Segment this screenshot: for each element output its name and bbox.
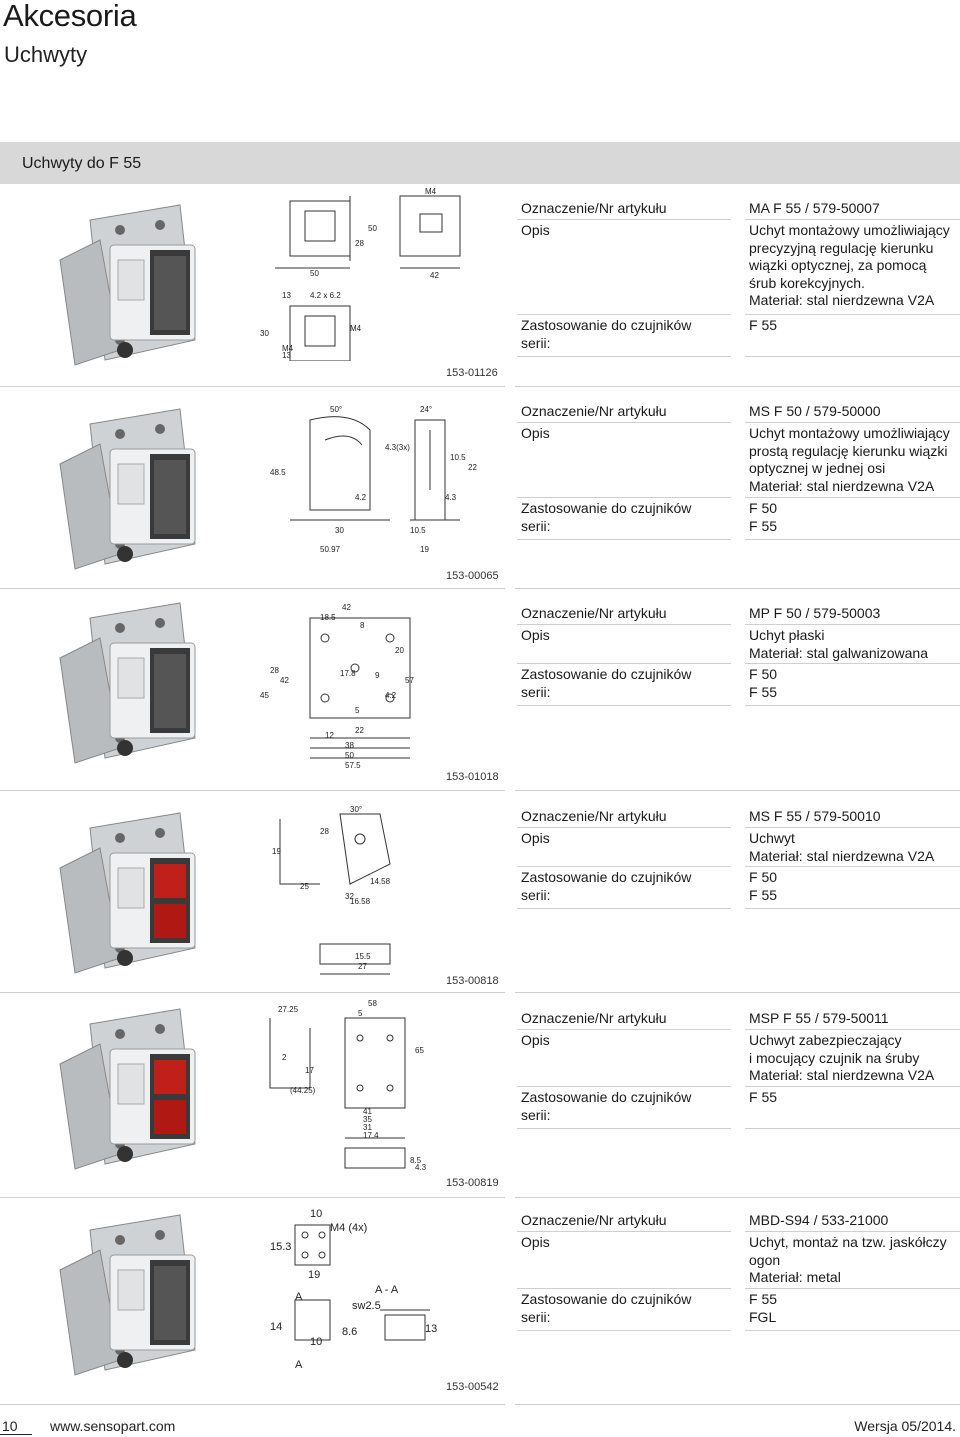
spec-separator	[745, 1029, 960, 1030]
dimension-label: M4	[350, 324, 362, 333]
dimension-label: 15.3	[270, 1241, 292, 1253]
spec-label: Zastosowanie do czujników	[521, 1089, 692, 1105]
dimension-label: 30°	[350, 805, 363, 814]
drawing-code: 153-00065	[446, 570, 499, 582]
section-title: Uchwyty do F 55	[22, 155, 142, 172]
spec-label: Zastosowanie do czujników	[521, 1291, 692, 1307]
drawing-code: 153-00819	[446, 1177, 499, 1189]
dimension-label: A - A	[375, 1284, 399, 1296]
spec-label: Opis	[521, 1032, 550, 1048]
dimension-label: (44.25)	[290, 1086, 316, 1095]
description-line: Materiał: stal nierdzewna V2A	[749, 847, 935, 864]
description-line: ogon	[749, 1251, 781, 1268]
description-line: Uchyt montażowy umożliwiający	[749, 425, 950, 441]
dimension-label: 4.2	[355, 493, 367, 502]
dimension-label: 4.2	[385, 691, 397, 700]
dimension-label: 18.5	[320, 613, 336, 622]
product-photo	[30, 1004, 230, 1170]
dimension-label: 27	[358, 962, 367, 971]
dimension-label: 19	[272, 847, 281, 856]
row-separator	[0, 386, 505, 387]
technical-drawing	[250, 186, 495, 360]
dimension-label: 10	[310, 1336, 323, 1348]
spec-separator	[745, 705, 960, 706]
description-line: Uchwyt	[749, 830, 795, 846]
spec-separator	[517, 908, 731, 909]
spec-separator	[745, 1231, 960, 1232]
dimension-label: 50	[345, 751, 354, 760]
footer-url: www.sensopart.com	[50, 1418, 176, 1434]
description-line: Uchyt, montaż na tzw. jaskółczy	[749, 1234, 947, 1250]
dimension-label: 4.3	[415, 1163, 427, 1172]
description-line: prostą regulację kierunku wiązki	[749, 442, 948, 459]
footer-rule	[0, 1434, 32, 1435]
spec-separator	[745, 866, 960, 867]
description-line: Uchyt płaski	[749, 627, 825, 643]
spec-separator	[517, 497, 731, 498]
application-series: F 50	[749, 666, 778, 682]
dimension-label: 41	[363, 1107, 372, 1116]
spec-label: Oznaczenie/Nr artykułu	[521, 1010, 667, 1026]
dimension-label: 10	[310, 1208, 323, 1220]
row-separator	[515, 790, 960, 791]
spec-separator	[517, 624, 731, 625]
spec-separator	[745, 663, 960, 664]
spec-label: Oznaczenie/Nr artykułu	[521, 1212, 667, 1228]
description-line: Materiał: stal galwanizowana	[749, 644, 928, 661]
spec-separator	[517, 356, 731, 357]
spec-separator	[517, 663, 731, 664]
technical-drawing	[250, 400, 495, 570]
product-photo	[30, 1210, 230, 1390]
dimension-label: 14.58	[370, 877, 391, 886]
spec-label: serii:	[521, 517, 551, 534]
spec-label: Oznaczenie/Nr artykułu	[521, 200, 667, 216]
spec-separator	[517, 866, 731, 867]
description-line: i mocujący czujnik na śruby	[749, 1049, 920, 1066]
dimension-label: 20	[395, 646, 404, 655]
row-separator	[515, 992, 960, 993]
dimension-label: 13	[282, 351, 291, 360]
page-title: Akcesoria	[3, 0, 137, 33]
row-separator	[0, 588, 505, 589]
dimension-label: 30	[335, 526, 344, 535]
application-series: F 50	[749, 869, 778, 885]
description-line: Uchwyt zabezpieczający	[749, 1032, 902, 1048]
spec-label: Oznaczenie/Nr artykułu	[521, 808, 667, 824]
spec-separator	[745, 827, 960, 828]
dimension-label: 48.5	[270, 468, 286, 477]
dimension-label: 17	[305, 1066, 314, 1075]
dimension-label: 38	[345, 741, 354, 750]
application-series: F 55	[749, 1089, 778, 1105]
article-number: MBD-S94 / 533-21000	[749, 1212, 889, 1228]
dimension-label: 12	[325, 731, 334, 740]
spec-label: Opis	[521, 425, 550, 441]
dimension-label: 13	[282, 291, 291, 300]
spec-separator	[517, 539, 731, 540]
dimension-label: sw2.5	[352, 1300, 381, 1312]
spec-label: Zastosowanie do czujników	[521, 869, 692, 885]
dimension-label: 22	[468, 463, 477, 472]
description-line: optycznej w jednej osi	[749, 460, 886, 476]
row-separator	[515, 386, 960, 387]
spec-separator	[745, 1330, 960, 1331]
description-line: Materiał: stal nierdzewna V2A	[749, 477, 935, 494]
spec-label: Opis	[521, 1234, 550, 1250]
spec-separator	[517, 314, 731, 315]
drawing-code: 153-00542	[446, 1381, 499, 1393]
spec-label: serii:	[521, 886, 551, 903]
row-separator	[0, 1197, 505, 1198]
spec-label: Opis	[521, 222, 550, 238]
spec-label: serii:	[521, 1106, 551, 1123]
application-series: F 50	[749, 500, 778, 516]
dimension-label: 4.3	[445, 493, 457, 502]
spec-separator	[745, 624, 960, 625]
dimension-label: 42	[280, 676, 289, 685]
spec-label: Zastosowanie do czujników	[521, 500, 692, 516]
row-separator	[515, 1197, 960, 1198]
spec-label: Oznaczenie/Nr artykułu	[521, 403, 667, 419]
dimension-label: 8.6	[342, 1326, 358, 1338]
dimension-label: 10.5	[450, 453, 466, 462]
spec-separator	[517, 827, 731, 828]
dimension-label: 10.5	[410, 526, 426, 535]
dimension-label: 14	[270, 1321, 283, 1333]
drawing-code: 153-00818	[446, 975, 499, 987]
dimension-label: 13	[425, 1323, 438, 1335]
spec-separator	[745, 356, 960, 357]
spec-separator	[517, 1330, 731, 1331]
spec-separator	[745, 1128, 960, 1129]
application-series: F 55	[749, 317, 778, 333]
dimension-label: 28	[320, 827, 329, 836]
dimension-label: 5	[358, 1009, 363, 1018]
description-line: Materiał: stal nierdzewna V2A	[749, 292, 935, 308]
dimension-label: 50.97	[320, 545, 341, 554]
spec-label: Opis	[521, 627, 550, 643]
spec-separator	[517, 219, 731, 220]
dimension-label: M4	[282, 344, 294, 353]
row-separator	[515, 1404, 960, 1405]
dimension-label: 25	[300, 882, 309, 891]
dimension-label: 30	[260, 329, 269, 338]
technical-drawing	[250, 1205, 495, 1375]
dimension-label: 42	[430, 271, 439, 280]
page-subtitle: Uchwyty	[4, 42, 88, 67]
spec-separator	[745, 314, 960, 315]
dimension-label: 19	[308, 1269, 321, 1281]
dimension-label: 4.3(3x)	[385, 443, 410, 452]
application-series: F 55	[749, 683, 778, 700]
application-series: F 55	[749, 886, 778, 903]
dimension-label: 50	[310, 269, 319, 278]
article-number: MA F 55 / 579-50007	[749, 200, 880, 216]
dimension-label: 4.2 x 6.2	[310, 291, 341, 300]
technical-drawing	[250, 998, 495, 1172]
row-separator	[0, 992, 505, 993]
dimension-label: 28	[270, 666, 279, 675]
application-series: FGL	[749, 1308, 777, 1325]
description-line: Materiał: metal	[749, 1269, 841, 1285]
dimension-label: 57.5	[345, 761, 361, 770]
application-series: F 55	[749, 1291, 778, 1307]
dimension-label: A	[295, 1291, 303, 1303]
dimension-label: 27.25	[278, 1005, 299, 1014]
dimension-label: 57	[405, 676, 414, 685]
dimension-label: 42	[342, 603, 351, 612]
spec-label: Opis	[521, 830, 550, 846]
dimension-label: 8	[360, 621, 365, 630]
description-line: śrub korekcyjnych.	[749, 274, 865, 291]
dimension-label: M4 (4x)	[330, 1222, 368, 1234]
drawing-code: 153-01126	[446, 367, 498, 379]
product-photo	[30, 598, 230, 778]
dimension-label: 28	[355, 239, 364, 248]
spec-separator	[745, 1288, 960, 1289]
dimension-label: 15.5	[355, 952, 371, 961]
spec-label: Oznaczenie/Nr artykułu	[521, 605, 667, 621]
dimension-label: 31	[363, 1123, 372, 1132]
spec-separator	[517, 1086, 731, 1087]
dimension-label: A	[295, 1359, 303, 1371]
dimension-label: 16.58	[350, 897, 371, 906]
drawing-code: 153-01018	[446, 771, 499, 783]
dimension-label: 9	[375, 671, 380, 680]
spec-separator	[517, 1288, 731, 1289]
dimension-label: 17.8	[340, 669, 356, 678]
description-line: wiązki optycznej, za pomocą	[749, 257, 927, 273]
article-number: MP F 50 / 579-50003	[749, 605, 881, 621]
dimension-label: 2	[282, 1053, 287, 1062]
spec-separator	[745, 497, 960, 498]
dimension-label: 32	[345, 892, 354, 901]
spec-label: serii:	[521, 683, 551, 700]
article-number: MS F 50 / 579-50000	[749, 403, 881, 419]
row-separator	[515, 588, 960, 589]
row-separator	[0, 1404, 505, 1405]
technical-drawing	[250, 804, 495, 974]
description-line: precyzyjną regulację kierunku	[749, 239, 934, 256]
spec-separator	[745, 1086, 960, 1087]
spec-separator	[517, 422, 731, 423]
dimension-label: 17.4	[363, 1131, 379, 1140]
dimension-label: M4	[425, 187, 437, 196]
dimension-label: 22	[355, 726, 364, 735]
dimension-label: 5	[355, 706, 360, 715]
application-series: F 55	[749, 517, 778, 534]
spec-separator	[745, 908, 960, 909]
section-header	[0, 142, 960, 184]
description-line: Uchyt montażowy umożliwiający	[749, 222, 950, 238]
spec-label: serii:	[521, 334, 551, 351]
dimension-label: 19	[420, 545, 429, 554]
article-number: MSP F 55 / 579-50011	[749, 1010, 889, 1026]
product-photo	[30, 404, 230, 564]
spec-separator	[517, 1128, 731, 1129]
article-number: MS F 55 / 579-50010	[749, 808, 881, 824]
dimension-label: 8.5	[410, 1156, 422, 1165]
spec-label: Zastosowanie do czujników	[521, 317, 692, 333]
dimension-label: 50	[368, 224, 377, 233]
product-photo	[30, 200, 230, 370]
spec-separator	[745, 219, 960, 220]
dimension-label: 24°	[420, 405, 433, 414]
dimension-label: 65	[415, 1046, 424, 1055]
product-photo	[30, 808, 230, 966]
dimension-label: 45	[260, 691, 269, 700]
spec-separator	[517, 705, 731, 706]
dimension-label: 35	[363, 1115, 372, 1124]
description-line: Materiał: stal nierdzewna V2A	[749, 1067, 935, 1083]
footer-page-number: 10	[2, 1418, 18, 1434]
spec-separator	[745, 539, 960, 540]
spec-label: Zastosowanie do czujników	[521, 666, 692, 682]
row-separator	[0, 790, 505, 791]
dimension-label: 58	[368, 999, 377, 1008]
spec-separator	[517, 1231, 731, 1232]
technical-drawing	[250, 598, 495, 768]
spec-label: serii:	[521, 1308, 551, 1325]
footer-version: Wersja 05/2014.	[854, 1418, 956, 1434]
spec-separator	[745, 422, 960, 423]
dimension-label: 50°	[330, 405, 343, 414]
spec-separator	[517, 1029, 731, 1030]
